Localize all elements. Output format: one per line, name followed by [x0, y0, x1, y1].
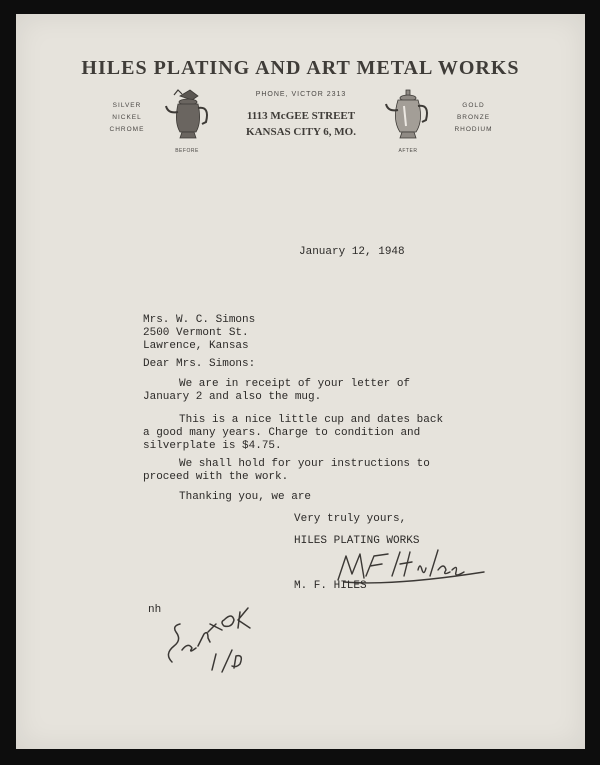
paragraph-1 — [143, 378, 410, 404]
recipient-city: Lawrence, Kansas — [143, 340, 249, 352]
recipient-address — [143, 314, 255, 353]
signer-name: M. F. HILES — [294, 580, 367, 592]
metal-nickel: NICKEL — [112, 114, 142, 121]
typist-initials: nh — [148, 604, 162, 616]
metal-silver: SILVER — [112, 102, 142, 109]
paragraph-line: silverplate is $4.75. — [143, 440, 282, 452]
address-street: 1113 McGEE STREET — [246, 110, 356, 122]
phone-number: PHONE, VICTOR 2313 — [255, 91, 347, 98]
recipient-name: Mrs. W. C. Simons — [143, 314, 256, 326]
paragraph-line: proceed with the work. — [143, 471, 289, 483]
paragraph-line: We shall hold for your instructions to — [179, 458, 430, 470]
paragraph-3 — [143, 458, 430, 484]
after-label: AFTER — [398, 148, 418, 154]
recipient-street: 2500 Vermont St. — [143, 327, 249, 339]
metal-bronze: BRONZE — [456, 114, 491, 121]
closing: Very truly yours, — [294, 513, 407, 525]
metals-right — [446, 100, 501, 136]
sender-company: HILES PLATING WORKS — [294, 535, 420, 547]
company-name: HILES PLATING AND ART METAL WORKS — [81, 57, 520, 79]
metal-gold: GOLD — [462, 102, 485, 109]
salutation: Dear Mrs. Simons: — [143, 358, 256, 370]
paragraph-line: a good many years. Charge to condition and — [143, 427, 421, 439]
paragraph-2 — [143, 414, 443, 453]
letter-paper — [16, 14, 585, 749]
thanks-line: Thanking you, we are — [179, 491, 312, 503]
metals-left — [102, 100, 152, 136]
before-label: BEFORE — [175, 148, 199, 154]
metal-chrome: CHROME — [109, 126, 145, 133]
after-teapot-icon — [382, 86, 436, 148]
paragraph-line: January 2 and also the mug. — [143, 391, 322, 403]
letter-date: January 12, 1948 — [299, 246, 405, 258]
handwritten-note — [152, 584, 262, 684]
paragraph-line: We are in receipt of your letter of — [179, 378, 411, 390]
metal-rhodium: RHODIUM — [454, 126, 493, 133]
address-city: KANSAS CITY 6, MO. — [246, 126, 356, 138]
paragraph-line: This is a nice little cup and dates back — [179, 414, 444, 426]
before-teapot-icon — [162, 86, 216, 148]
